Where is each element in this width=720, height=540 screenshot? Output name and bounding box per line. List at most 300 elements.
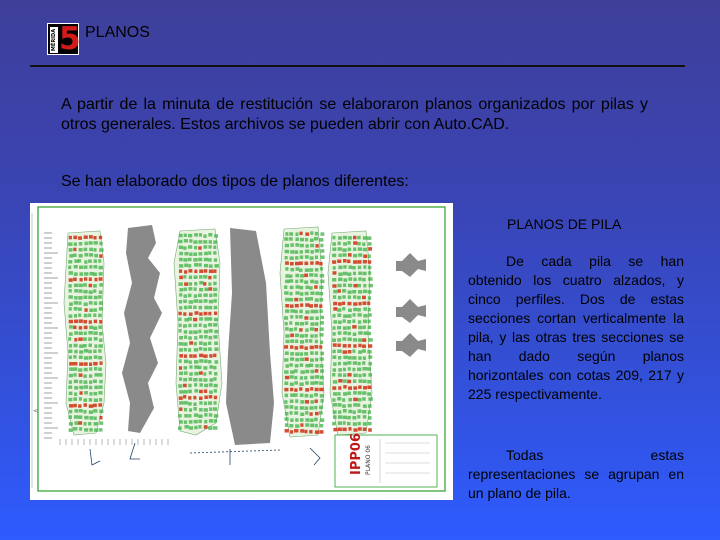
stone-block [179, 390, 183, 394]
stone-block [310, 316, 314, 320]
stone-block [343, 242, 347, 246]
stone-block [319, 381, 323, 385]
stone-block [199, 401, 202, 405]
mortar-block [209, 354, 212, 358]
stone-block [189, 330, 193, 334]
logo-text: MÉRIDA [51, 28, 57, 52]
stone-block [184, 264, 188, 268]
mortar-block [337, 259, 341, 263]
stone-block [193, 407, 196, 411]
stone-block [189, 365, 192, 369]
stone-block [184, 335, 187, 339]
stone-block [93, 392, 97, 396]
stone-block [290, 393, 294, 397]
stone-block [84, 302, 88, 306]
stone-block [320, 399, 323, 403]
stone-block [309, 339, 312, 343]
stone-block [284, 285, 287, 289]
stone-block [69, 392, 73, 396]
mortar-block [332, 284, 336, 288]
mortar-block [79, 278, 82, 282]
stone-block [352, 416, 356, 420]
stone-block [79, 409, 83, 413]
stone-block [89, 392, 92, 396]
stone-block [315, 256, 318, 260]
stone-block [178, 282, 182, 286]
stone-block [88, 422, 91, 426]
stone-block [367, 350, 371, 354]
mortar-block [285, 376, 289, 380]
stone-block [68, 337, 71, 341]
stone-block [213, 282, 216, 286]
mortar-block [74, 404, 77, 408]
stone-block [338, 362, 341, 366]
stone-block [305, 381, 309, 385]
stone-block [184, 401, 188, 405]
stone-block [188, 245, 192, 249]
mortar-block [99, 416, 102, 420]
stone-block [178, 329, 181, 333]
stone-block [189, 239, 192, 243]
stone-block [353, 374, 357, 378]
stone-block [290, 370, 294, 374]
stone-block [74, 272, 78, 276]
mortar-block [343, 344, 347, 348]
stone-block [363, 265, 366, 268]
stone-block [98, 295, 102, 299]
stone-block [194, 365, 198, 369]
mortar-block [204, 389, 207, 393]
stone-block [194, 233, 198, 236]
stone-block [83, 248, 87, 252]
mortar-block [204, 312, 208, 316]
stone-block [188, 414, 191, 418]
mortar-block [209, 269, 213, 273]
mortar-block [179, 407, 182, 411]
stone-block [209, 383, 213, 387]
mortar-block [353, 344, 356, 348]
stone-block [332, 350, 335, 354]
stone-block [343, 379, 347, 383]
mortar-block [368, 428, 372, 432]
mortar-block [99, 254, 102, 258]
stone-block [94, 367, 97, 371]
stone-block [332, 398, 335, 402]
stone-block [69, 254, 73, 258]
stone-block [347, 422, 351, 426]
stone-block [367, 392, 371, 396]
mortar-block [290, 304, 294, 308]
mortar-block [74, 320, 78, 324]
stone-block [84, 260, 87, 264]
pila-planos-title: PLANOS DE PILA [507, 216, 622, 232]
stone-block [333, 320, 337, 324]
stone-block [338, 247, 342, 251]
stone-block [337, 284, 341, 288]
stone-block [198, 252, 202, 256]
mortar-block [290, 430, 293, 434]
stone-block [209, 378, 213, 382]
stone-block [194, 294, 197, 298]
stone-block [358, 422, 361, 426]
stone-block [188, 234, 192, 238]
stone-block [213, 299, 217, 303]
stone-block [74, 409, 78, 413]
stone-block [74, 307, 78, 311]
stone-block [332, 373, 335, 377]
stone-block [184, 420, 187, 424]
mortar-block [178, 312, 181, 316]
stone-block [343, 337, 347, 341]
stone-block [315, 232, 319, 236]
stone-block [213, 335, 217, 339]
stone-block [179, 348, 183, 352]
stone-block [285, 256, 288, 260]
stone-block [332, 242, 336, 246]
stone-block [367, 236, 371, 240]
stone-block [69, 302, 73, 306]
stone-block [89, 253, 93, 257]
stone-block [93, 331, 97, 335]
mortar-block [79, 319, 83, 323]
stone-block [74, 265, 78, 269]
stone-block [98, 325, 102, 329]
stone-block [320, 321, 324, 325]
stone-block [83, 283, 87, 287]
cad-drawing-svg [30, 203, 453, 500]
mortar-block [315, 388, 319, 392]
stone-block [89, 326, 93, 330]
stone-block [353, 254, 357, 257]
cad-drawing [30, 203, 453, 500]
mortar-block [353, 386, 357, 390]
mortar-block [315, 244, 318, 248]
stone-block [368, 410, 371, 414]
stone-block [320, 249, 324, 253]
stone-block [305, 238, 308, 242]
stone-block [347, 392, 351, 396]
mortar-block [353, 260, 357, 264]
stone-block [358, 331, 362, 335]
stone-block [358, 326, 362, 330]
stone-block [188, 287, 192, 291]
stone-block [320, 333, 324, 337]
stone-block [183, 342, 187, 346]
stone-block [209, 365, 213, 369]
stone-block [68, 385, 72, 389]
stone-block [310, 322, 314, 326]
stone-block [294, 369, 298, 373]
stone-block [310, 376, 314, 380]
mortar-block [300, 429, 304, 433]
stone-block [285, 322, 288, 326]
stone-block [333, 362, 336, 366]
stone-block [338, 254, 341, 258]
stone-block [214, 360, 218, 364]
stone-block [353, 313, 356, 317]
stone-block [295, 399, 298, 403]
mortar-block [319, 388, 323, 392]
stone-block [294, 327, 297, 331]
stone-block [305, 370, 309, 374]
stone-block [83, 344, 86, 348]
stone-block [337, 349, 341, 353]
mortar-block [284, 388, 288, 392]
stone-block [69, 428, 73, 432]
mortar-block [363, 260, 367, 264]
stone-block [178, 384, 182, 388]
stone-block [289, 363, 292, 367]
stone-block [320, 394, 324, 398]
stone-block [68, 314, 72, 318]
stone-block [284, 237, 288, 241]
mortar-block [362, 296, 366, 300]
stone-block [320, 424, 323, 428]
mortar-block [333, 271, 337, 275]
stone-block [73, 397, 77, 401]
stone-block [342, 295, 345, 299]
mortar-block [304, 262, 308, 266]
stone-block [368, 266, 372, 270]
stone-block [213, 426, 217, 430]
stone-block [320, 418, 324, 422]
stone-block [289, 237, 293, 241]
stone-block [203, 372, 206, 376]
stone-block [358, 398, 362, 402]
stone-block [188, 264, 191, 268]
stone-block [358, 277, 361, 281]
stone-block [338, 368, 342, 372]
stone-block [310, 244, 314, 248]
stone-block [203, 293, 207, 297]
stone-block [342, 398, 345, 402]
stone-block [320, 357, 324, 361]
mortar-block [338, 289, 341, 293]
stone-block [368, 277, 372, 281]
stone-block [74, 289, 78, 293]
stone-block [285, 334, 289, 338]
stone-block [285, 364, 288, 368]
stone-block [295, 315, 298, 319]
stone-block [74, 314, 77, 318]
stone-block [300, 358, 304, 362]
mortar-block [199, 354, 203, 358]
stone-block [99, 272, 103, 276]
stone-block [214, 330, 218, 334]
stone-block [343, 392, 347, 396]
stone-block [338, 331, 342, 335]
stone-block [198, 263, 201, 267]
stone-block [320, 376, 324, 380]
mortar-block [305, 357, 309, 361]
mortar-block [300, 303, 303, 307]
stone-block [338, 236, 342, 240]
stone-block [78, 301, 81, 305]
stone-block [79, 332, 83, 336]
stone-block [353, 308, 357, 312]
mortar-block [367, 386, 371, 390]
mortar-block [204, 395, 207, 399]
stone-block [93, 272, 97, 276]
stone-block [295, 291, 299, 295]
stone-block [88, 337, 92, 341]
stone-block [78, 259, 81, 263]
stone-block [338, 415, 342, 419]
mortar-block [332, 386, 336, 390]
stone-block [204, 402, 207, 406]
mortar-block [69, 278, 73, 282]
stone-block [363, 404, 367, 408]
stone-block [214, 342, 218, 346]
stone-block [208, 282, 211, 286]
stone-block [343, 331, 347, 335]
mortar-block [69, 236, 72, 240]
stone-block [93, 248, 96, 252]
stone-block [204, 413, 207, 417]
stone-block [88, 241, 92, 245]
stone-block [199, 275, 203, 279]
stone-block [289, 375, 293, 379]
stone-block [304, 352, 308, 356]
stone-block [310, 291, 314, 295]
stone-block [184, 371, 188, 375]
mortar-block [348, 386, 352, 390]
mortar-block [208, 276, 211, 280]
stone-block [188, 390, 192, 394]
mortar-block [284, 345, 288, 349]
stone-block [348, 290, 352, 294]
stone-block [188, 348, 191, 352]
stone-block [74, 284, 78, 288]
stone-block [362, 373, 366, 377]
mortar-block [179, 354, 183, 358]
stone-block [214, 401, 217, 405]
stone-block [213, 293, 217, 297]
stone-block [310, 418, 313, 422]
stone-block [337, 397, 341, 401]
mortar-block [285, 429, 289, 433]
mortar-block [285, 261, 289, 265]
stone-block [78, 296, 82, 300]
stone-block [199, 288, 203, 292]
stone-block [94, 259, 97, 263]
stone-block [300, 292, 304, 296]
stone-block [353, 278, 356, 282]
stone-block [94, 398, 98, 402]
stone-block [348, 277, 352, 281]
mortar-block [79, 373, 83, 377]
mortar-block [290, 262, 294, 266]
stone-block [353, 338, 357, 342]
stone-block [93, 313, 96, 317]
mortar-block [203, 282, 206, 286]
stone-block [209, 294, 212, 298]
stone-block [179, 324, 182, 328]
stone-block [189, 276, 192, 280]
pila-description: De cada pila se han obtenido los cuatro alzados, y cinco perfiles. Dos de estas secciones cortan verticalmente la pila, y las otras tres secciones se han dado según planos horizontales con cotas 209, 217 y 225 respectivamente. [468, 253, 684, 402]
stone-block [289, 424, 293, 428]
mortar-block [189, 354, 192, 358]
stone-block [98, 344, 102, 348]
stone-block [208, 245, 211, 249]
stone-block [295, 232, 298, 236]
stone-block [98, 367, 102, 371]
stone-block [299, 286, 303, 290]
stone-block [295, 358, 299, 362]
stone-block [315, 322, 319, 326]
stone-block [94, 308, 97, 312]
stone-block [310, 424, 314, 428]
mortar-block [305, 303, 309, 307]
stone-block [300, 370, 304, 374]
stone-block [338, 266, 342, 270]
stone-block [209, 371, 212, 375]
mortar-block [358, 344, 361, 348]
stone-block [204, 317, 208, 321]
stone-block [309, 273, 313, 277]
stone-block [290, 250, 294, 254]
stone-block [84, 422, 87, 426]
stone-block [214, 414, 218, 418]
stone-block [338, 296, 342, 300]
stone-block [348, 410, 352, 414]
stone-block [357, 296, 361, 300]
stone-block [78, 307, 82, 311]
mortar-block [304, 430, 307, 434]
mortar-block [199, 396, 202, 400]
stone-block [193, 240, 197, 244]
stone-block [204, 384, 208, 388]
stone-block [99, 380, 102, 384]
mortar-block [342, 428, 346, 432]
stone-block [363, 248, 367, 252]
stone-block [189, 408, 192, 412]
stone-block [89, 367, 92, 371]
mortar-block [343, 385, 346, 389]
stone-block [363, 236, 367, 240]
stone-block [358, 284, 361, 288]
stone-block [353, 332, 357, 336]
stone-block [178, 426, 182, 430]
stone-block [183, 378, 187, 382]
stone-block [338, 320, 342, 324]
stone-block [300, 255, 304, 259]
mortar-block [362, 301, 366, 305]
stone-block [368, 416, 372, 420]
stone-block [363, 380, 367, 384]
stone-block [305, 418, 309, 422]
stone-block [368, 338, 372, 342]
mortar-block [285, 304, 289, 308]
stone-block [194, 287, 197, 291]
mortar-block [94, 320, 97, 324]
stone-block [179, 359, 182, 363]
stone-block [367, 254, 370, 258]
stone-block [320, 327, 324, 331]
stone-block [84, 385, 88, 389]
stone-block [300, 393, 304, 397]
stone-block [320, 340, 323, 344]
stone-block [333, 368, 336, 372]
stone-block [305, 364, 309, 368]
stone-block [183, 288, 186, 292]
stone-block [343, 368, 346, 372]
sheet-subtitle: PLANO 06 [365, 445, 372, 475]
stone-block [208, 258, 212, 262]
stone-block [337, 326, 341, 330]
stone-block [199, 359, 203, 363]
stone-block [310, 358, 314, 362]
